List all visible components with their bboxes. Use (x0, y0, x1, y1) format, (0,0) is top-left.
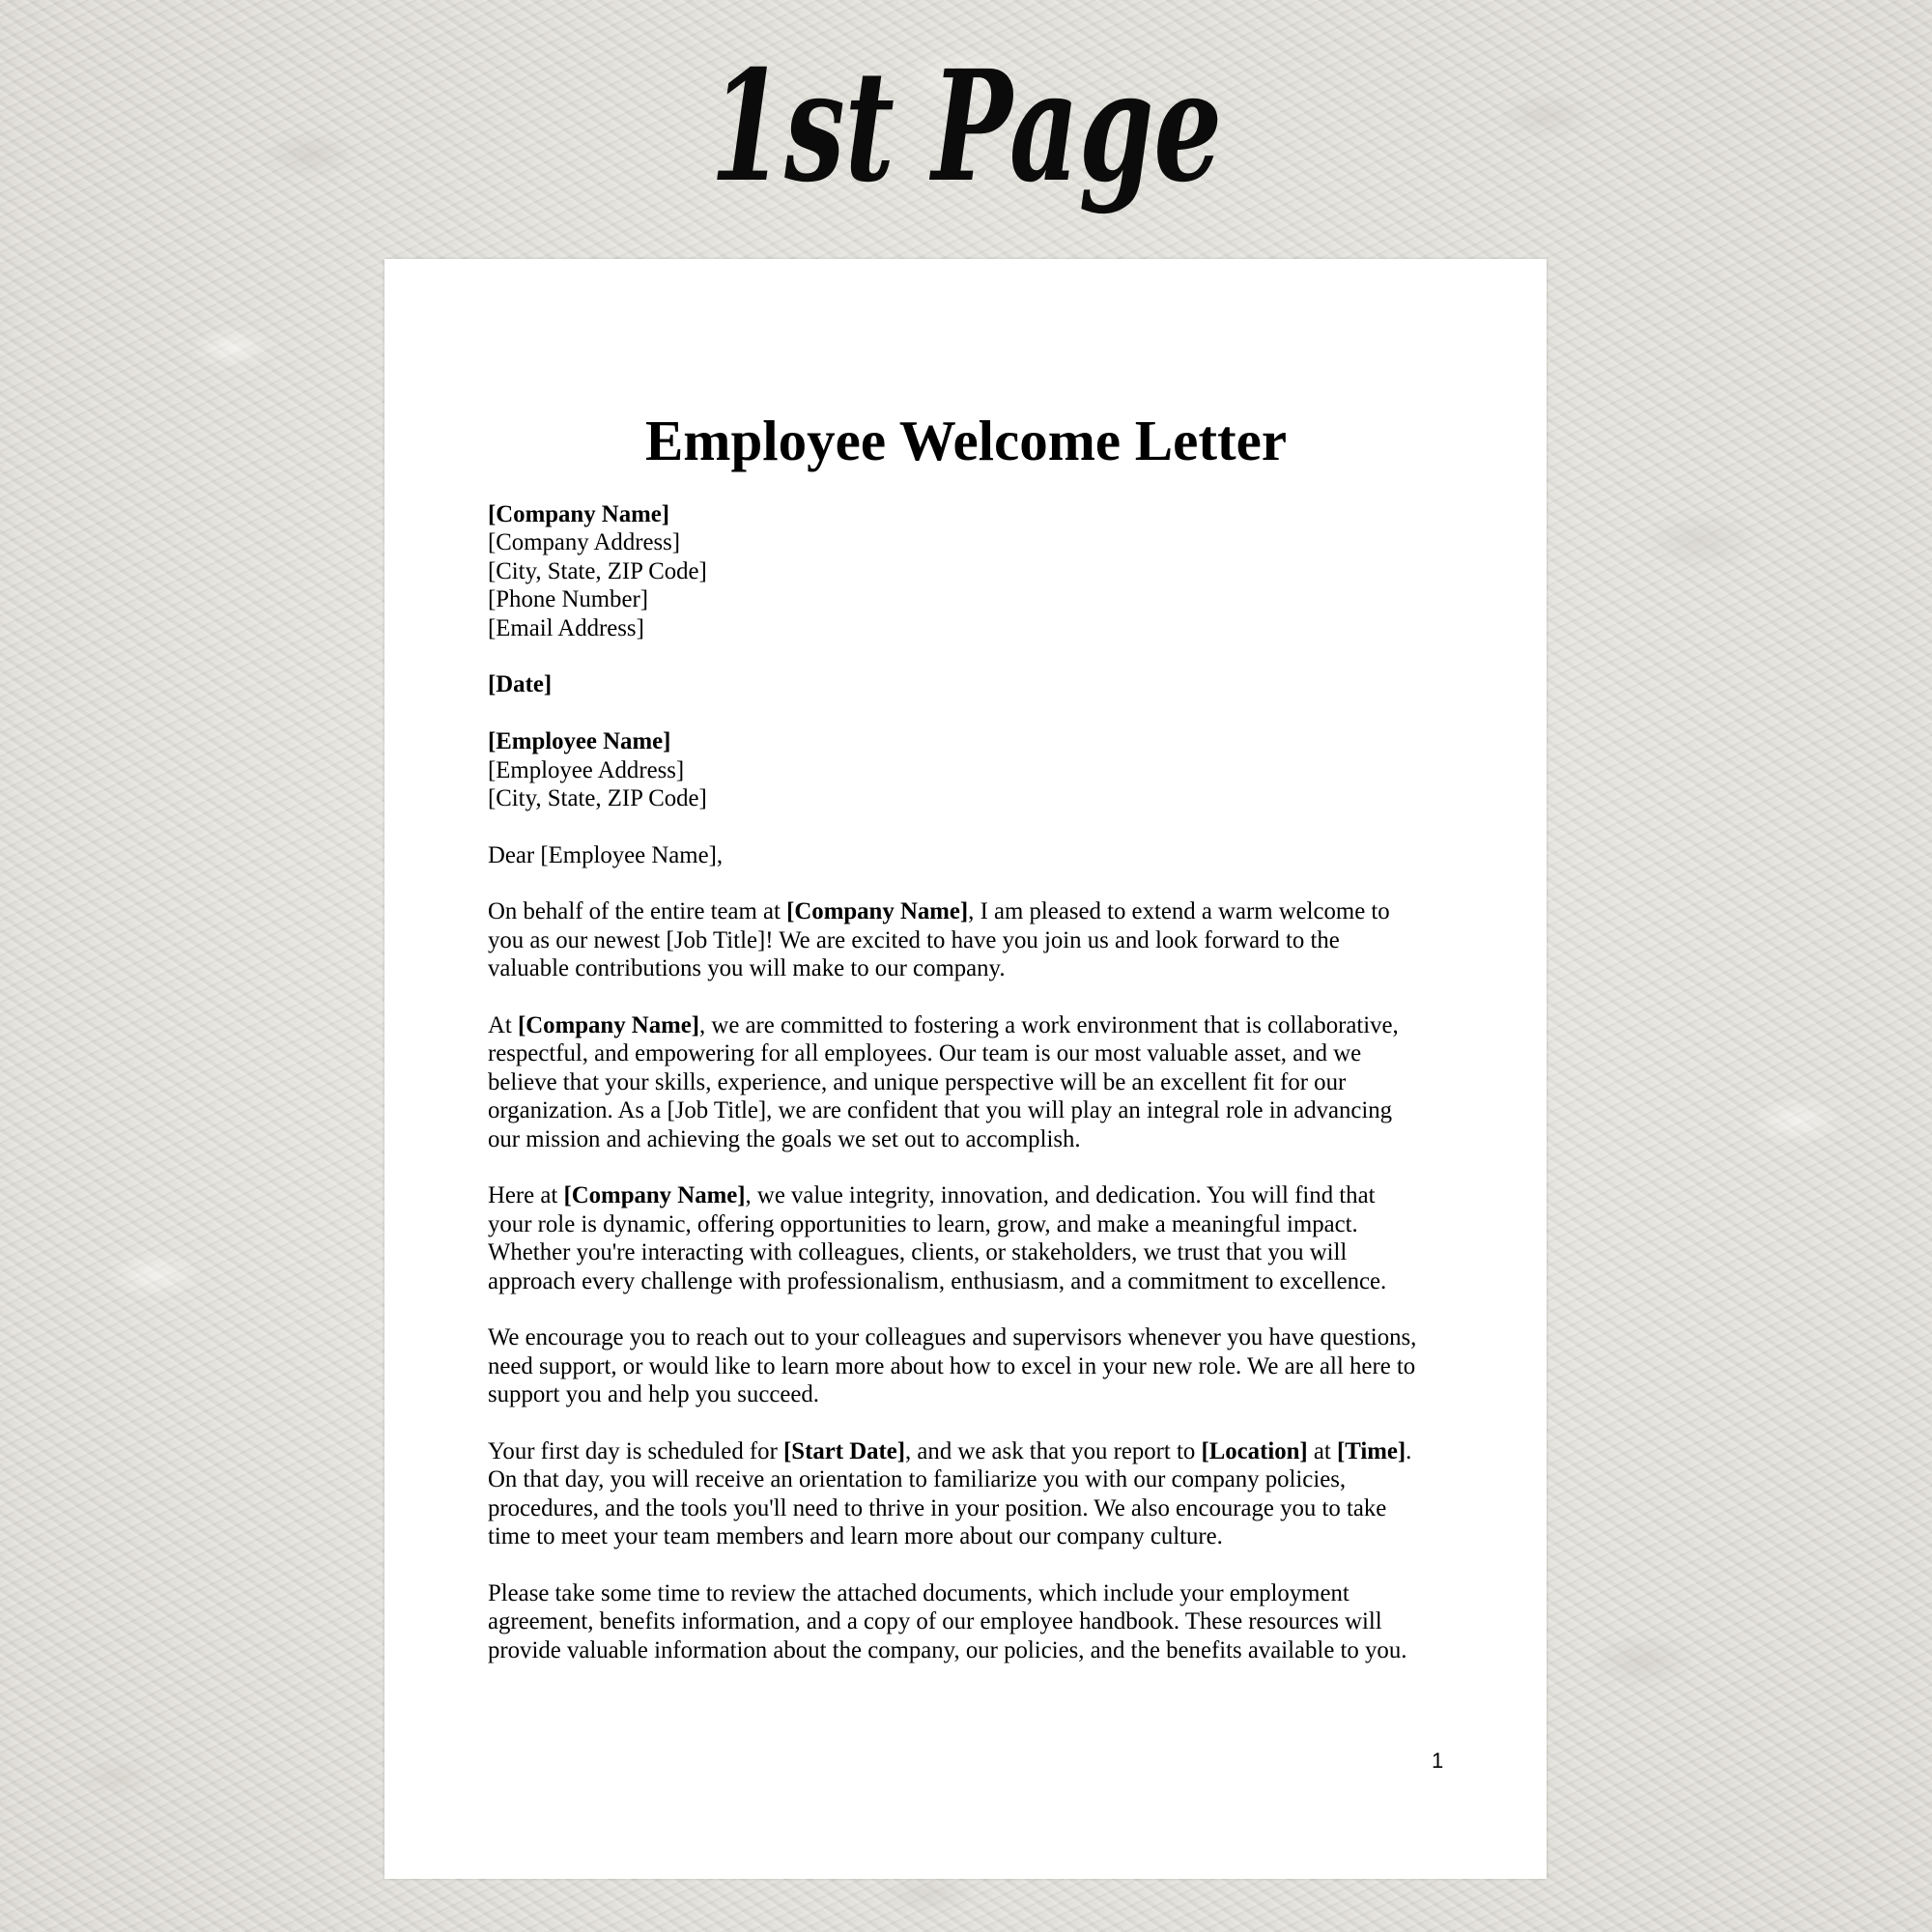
paragraph-line (488, 1352, 1502, 1380)
text-run: you as our newest [Job Title]! We are excited to have you join us and look forward to the (488, 926, 1340, 953)
text-run: , we are committed to fostering a work environment that is collaborative, (699, 1012, 1399, 1039)
placeholder-bold: [Company Name] (518, 1012, 700, 1039)
placeholder-bold: [Location] (1201, 1437, 1308, 1464)
text-run: agreement, benefits information, and a copy of our employee handbook. These resources will (488, 1608, 1382, 1635)
text-run: On that day, you will receive an orientation to familiarize you with our company policies, (488, 1466, 1347, 1493)
paragraph-line (488, 926, 1502, 954)
paragraph-line (488, 1238, 1502, 1266)
paragraph-line (488, 1210, 1502, 1238)
text-run: , and we ask that you report to (905, 1437, 1202, 1464)
letter-paragraph (488, 1181, 1502, 1295)
text-run: time to meet your team members and learn more about our company culture. (488, 1523, 1223, 1550)
text-run: approach every challenge with professionalism, enthusiasm, and a commitment to excellence. (488, 1267, 1387, 1294)
text-run: our mission and achieving the goals we set out to accomplish. (488, 1125, 1081, 1152)
paragraph-line (488, 1607, 1502, 1635)
letter-body (488, 500, 1502, 1664)
placeholder-bold: [Start Date] (783, 1437, 906, 1464)
text-run: respectful, and empowering for all employees. Our team is our most valuable asset, and we (488, 1040, 1362, 1067)
banner-heading-text: 1st Page (710, 38, 1222, 216)
paragraph-line (488, 1522, 1502, 1550)
sender-phone: [Phone Number] (488, 586, 648, 613)
paragraph-line (488, 1437, 1502, 1465)
placeholder-bold: [Time] (1336, 1437, 1406, 1464)
sender-company-address: [Company Address] (488, 529, 681, 556)
sender-email: [Email Address] (488, 614, 644, 641)
text-run: Please take some time to review the attached documents, which include your employment (488, 1579, 1350, 1606)
text-run: , I am pleased to extend a warm welcome to (968, 898, 1390, 925)
text-run: procedures, and the tools you'll need to thrive in your position. We also encourage you to take (488, 1494, 1387, 1521)
text-run: valuable contributions you will make to our company. (488, 955, 1006, 982)
sender-city-state-zip: [City, State, ZIP Code] (488, 557, 707, 584)
paragraph-line (488, 1494, 1502, 1522)
text-run: , we value integrity, innovation, and dedication. You will find that (745, 1182, 1376, 1209)
recipient-address: [Employee Address] (488, 756, 685, 783)
text-run: On behalf of the entire team at (488, 898, 787, 925)
paragraph-line (488, 1096, 1502, 1124)
text-run: provide valuable information about the company, our policies, and the benefits available to you. (488, 1636, 1407, 1663)
text-run: believe that your skills, experience, and unique perspective will be an excellent fit for our (488, 1068, 1347, 1095)
paragraph-line (488, 1380, 1502, 1408)
paragraph-line (488, 1636, 1502, 1664)
paragraph-line (488, 1068, 1502, 1096)
text-run: . (1406, 1437, 1412, 1464)
paragraph-line (488, 1267, 1502, 1295)
salutation: Dear [Employee Name], (488, 841, 724, 868)
paragraph-line (488, 1011, 1502, 1039)
document-title: Employee Welcome Letter (644, 409, 1288, 472)
placeholder-bold: [Company Name] (786, 898, 969, 925)
paragraph-line (488, 1323, 1502, 1351)
recipient-name: [Employee Name] (488, 728, 671, 755)
placeholder-bold: [Company Name] (563, 1182, 746, 1209)
paragraph-line (488, 1181, 1502, 1209)
paragraph-line (488, 1039, 1502, 1067)
letter-paragraphs (488, 897, 1502, 1664)
text-run: organization. As a [Job Title], we are confident that you will play an integral role in advancing (488, 1097, 1393, 1124)
paragraph-line (488, 897, 1502, 925)
text-run: your role is dynamic, offering opportunities to learn, grow, and make a meaningful impact. (488, 1210, 1358, 1237)
recipient-city-state-zip: [City, State, ZIP Code] (488, 784, 707, 811)
banner-heading (0, 17, 1932, 249)
paragraph-line (488, 954, 1502, 982)
page-number: 1 (1432, 1748, 1444, 1773)
text-run: At (488, 1012, 518, 1039)
letter-paragraph (488, 1323, 1502, 1408)
text-run: need support, or would like to learn more about how to excel in your new role. We are all here to (488, 1352, 1416, 1379)
letter-paragraph (488, 1579, 1502, 1664)
text-run: at (1307, 1437, 1337, 1464)
paragraph-line (488, 1579, 1502, 1607)
sender-company-name: [Company Name] (488, 501, 670, 527)
text-run: Here at (488, 1182, 564, 1209)
text-run: We encourage you to reach out to your colleagues and supervisors whenever you have questions, (488, 1324, 1417, 1351)
letter-paragraph (488, 1011, 1502, 1153)
letter-paragraph (488, 897, 1502, 982)
text-run: Whether you're interacting with colleagues, clients, or stakeholders, we trust that you will (488, 1239, 1348, 1266)
letter-paragraph (488, 1437, 1502, 1551)
letter-date: [Date] (488, 671, 553, 698)
paragraph-line (488, 1465, 1502, 1493)
text-run: support you and help you succeed. (488, 1381, 819, 1408)
paragraph-line (488, 1125, 1502, 1153)
text-run: Your first day is scheduled for (488, 1437, 784, 1464)
